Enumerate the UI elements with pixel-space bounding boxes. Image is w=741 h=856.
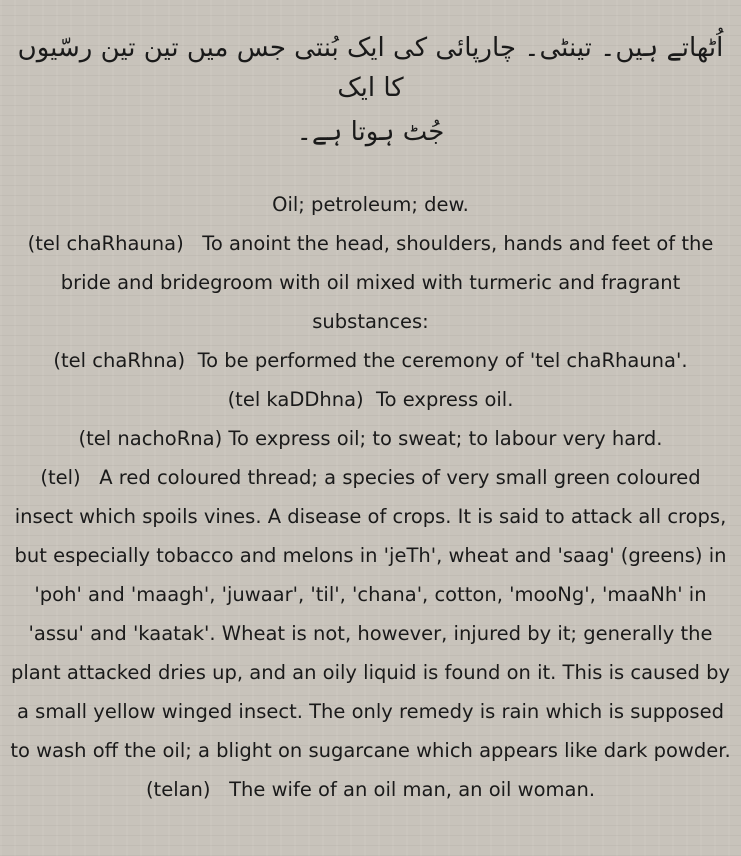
entry-definition	[10, 224, 731, 341]
entry-term: (telan)	[145, 778, 211, 801]
entry-text: A red coloured thread; a species of very small green coloured insect which spoils vines. A disease of crops. It is said to attack all crops, but especially tobacco and melons in 'jeTh', wheat and 'saag' (greens) in 'poh' and 'maagh', 'juwaar', 'til', 'chana', cotton, 'mooNg', 'maaNh' in 'assu' and 'kaatak'. Wheat is not, however, injured by it; generally the plant attacked dries up, and an oily liquid is found on it. This is caused by a small yellow winged insect. The only remedy is rain which is supposed to wash off the oil; a blight on sugarcane which appears like dark powder.	[10, 466, 731, 762]
entry-text: Oil; petroleum; dew.	[272, 193, 469, 216]
entry-term: (tel)	[40, 466, 81, 489]
entry-text: The wife of an oil man, an oil woman.	[229, 778, 596, 801]
entry-text: To express oil; to sweat; to labour very hard.	[228, 427, 663, 450]
entry-term: (tel chaRhna)	[53, 349, 186, 372]
entry-term: (tel kaDDhna)	[227, 388, 364, 411]
entry-definition	[10, 341, 731, 380]
urdu-text-line-2: جُٹ ہوتا ہے۔	[296, 117, 445, 147]
entry-text: To be performed the ceremony of 'tel chaRhauna'.	[197, 349, 688, 372]
urdu-text-line-1: اُٹھاتے ہیں۔ تینٹی۔ چارپائی کی ایک بُنتی جس میں تین تین رسّیوں کا ایک	[17, 33, 724, 103]
entry-text: To anoint the head, shoulders, hands and feet of the bride and bridegroom with oil mixed with turmeric and fragrant substances:	[60, 232, 714, 333]
entry-definition	[10, 419, 731, 458]
entry-definition	[10, 458, 731, 770]
entry-definition	[10, 185, 731, 224]
dictionary-entries	[0, 185, 741, 809]
entry-definition	[10, 770, 731, 809]
entry-term: (tel chaRhauna)	[27, 232, 184, 255]
entry-term: (tel nachoRna)	[78, 427, 223, 450]
entry-text: To express oil.	[376, 388, 514, 411]
entry-definition	[10, 380, 731, 419]
